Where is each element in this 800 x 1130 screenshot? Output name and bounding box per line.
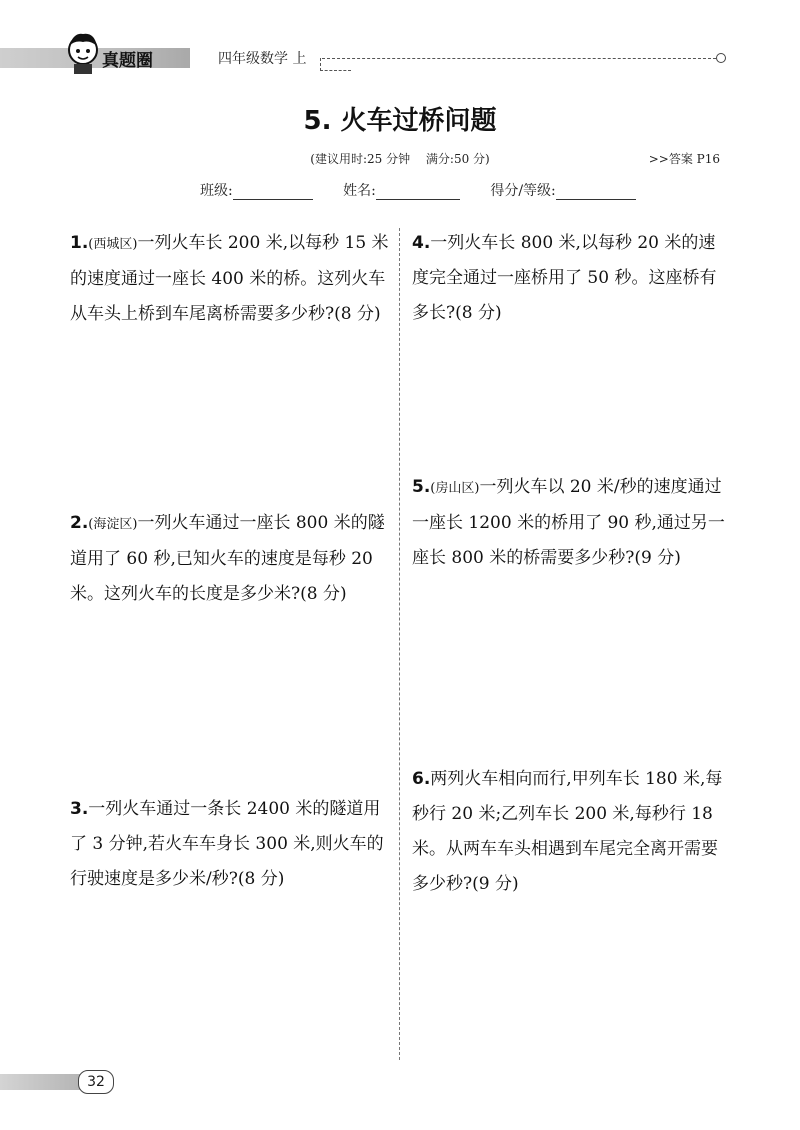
mascot-icon <box>60 30 106 76</box>
suggested-time: (建议用时:25 分钟 <box>310 152 411 166</box>
name-label: 姓名: <box>343 183 376 199</box>
book-subtitle: 四年级数学 上 <box>218 51 307 67</box>
full-score: 满分:50 分) <box>425 152 490 166</box>
question-6: 6.两列火车相向而行,甲列车长 180 米,每秒行 20 米;乙列车长 200 米,每秒行 18 米。从两车车头相遇到车尾完全离开需要多少秒?(9 分) <box>412 769 723 894</box>
page-title: 5. 火车过桥问题 <box>303 106 497 136</box>
class-label: 班级: <box>200 183 233 199</box>
student-info-row <box>200 180 660 200</box>
question-5: 5.(房山区)一列火车以 20 米/秒的速度通过一座长 1200 米的桥用了 90 秒,通过另一座长 800 米的桥需要多少秒?(9 分) <box>412 477 725 568</box>
question-2: 2.(海淀区)一列火车通过一座长 800 米的隧道用了 60 秒,已知火车的速度是每秒 20 米。这列火车的长度是多少米?(8 分) <box>70 513 385 604</box>
class-field[interactable] <box>200 180 313 200</box>
name-field[interactable] <box>343 180 460 200</box>
footer-bar <box>0 1074 80 1090</box>
page-number: 32 <box>78 1070 114 1094</box>
header-separator <box>320 58 351 71</box>
column-divider <box>399 228 400 1060</box>
question-3: 3.一列火车通过一条长 2400 米的隧道用了 3 分钟,若火车车身长 300 米,则火车的行驶速度是多少米/秒?(8 分) <box>70 799 384 889</box>
header-circle-icon <box>716 53 726 63</box>
score-label: 得分/等级: <box>490 183 556 199</box>
question-1: 1.(西城区)一列火车长 200 米,以每秒 15 米的速度通过一座长 400 米的桥。这列火车从车头上桥到车尾离桥需要多少秒?(8 分) <box>70 233 389 324</box>
header-dashed-line <box>322 58 716 59</box>
brand-name: 真题圈 <box>102 51 153 71</box>
score-field[interactable] <box>490 180 635 200</box>
answer-reference: >>答案 P16 <box>648 152 720 166</box>
question-4: 4.一列火车长 800 米,以每秒 20 米的速度完全通过一座桥用了 50 秒。这座桥有多长?(8 分) <box>412 233 717 323</box>
